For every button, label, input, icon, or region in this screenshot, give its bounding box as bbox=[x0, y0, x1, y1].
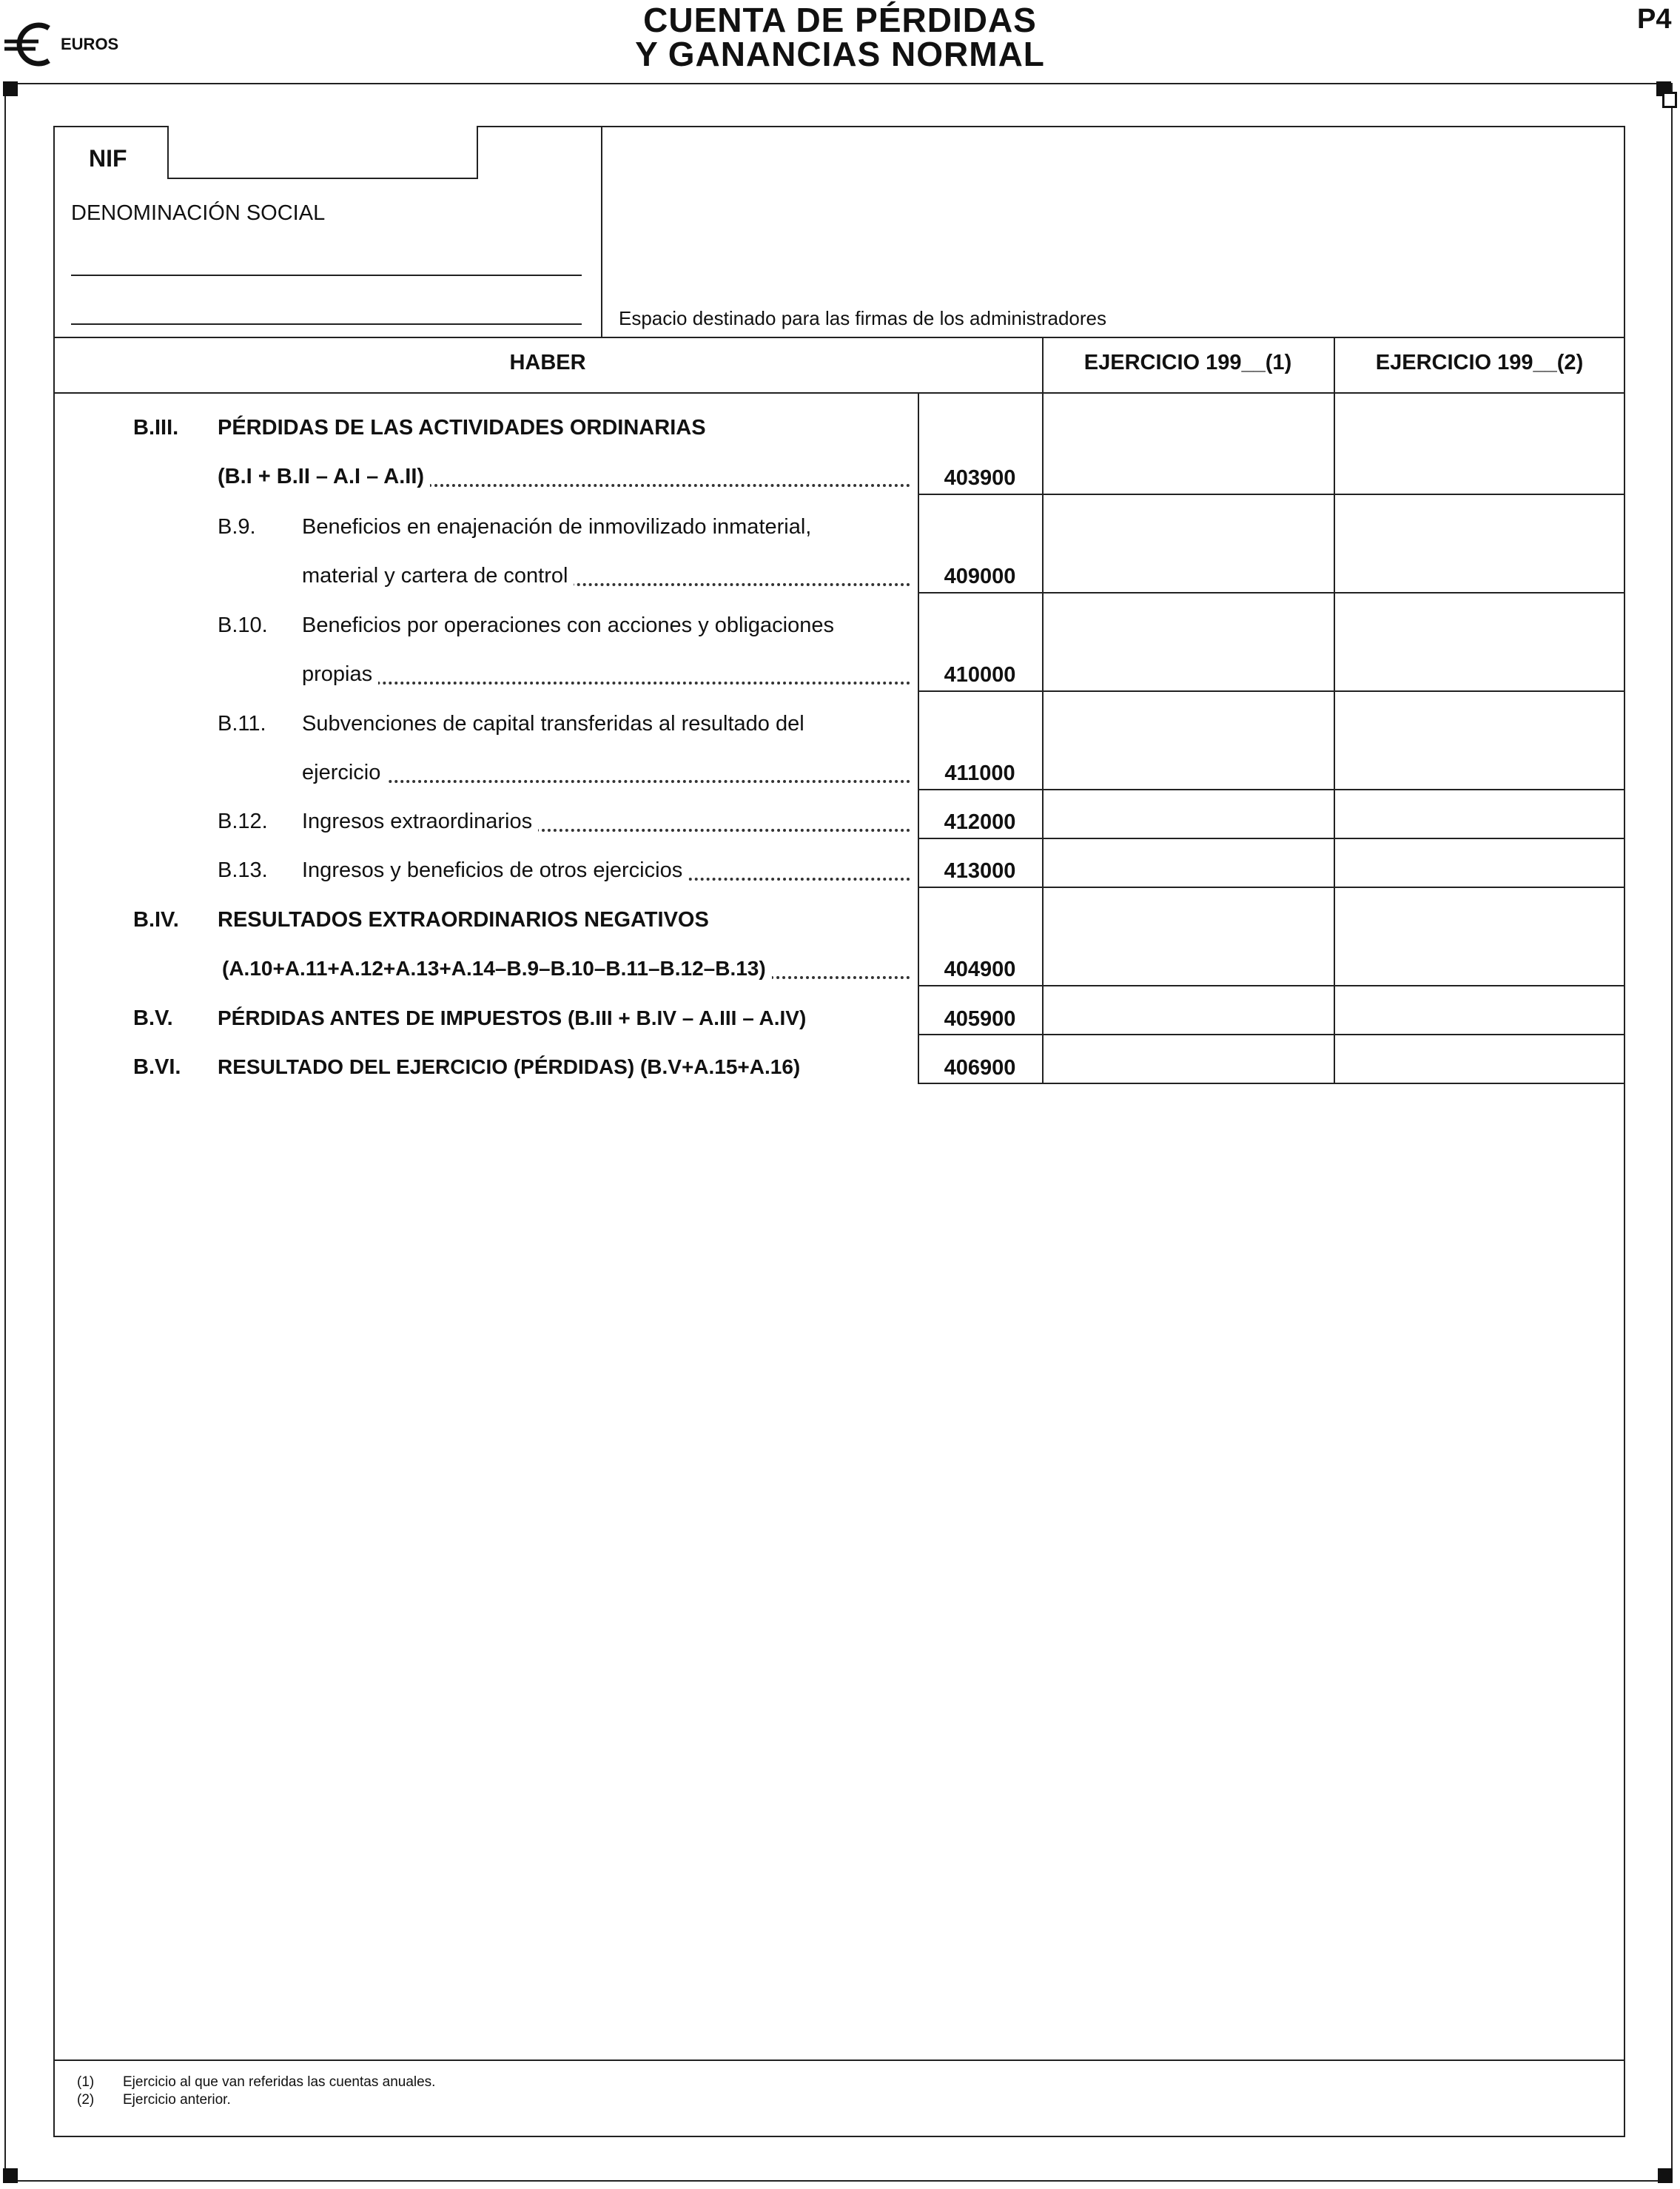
cell-406900-ejercicio-2[interactable] bbox=[1335, 1035, 1624, 1082]
row-number: B.VI. bbox=[133, 1055, 181, 1079]
row-label-line1: RESULTADO DEL EJERCICIO (PÉRDIDAS) (B.V+A.15+A.16) bbox=[218, 1055, 801, 1078]
row-number: B.11. bbox=[218, 712, 266, 736]
row-label-line1: Beneficios en enajenación de inmovilizado inmaterial, bbox=[302, 515, 812, 539]
page-title-line1: CUENTA DE PÉRDIDAS bbox=[643, 1, 1037, 39]
denominacion-field-line1[interactable] bbox=[71, 275, 582, 276]
row-label-line2: (B.I + B.II – A.I – A.II) bbox=[218, 465, 430, 488]
cell-409000-ejercicio-2[interactable] bbox=[1335, 495, 1624, 591]
row-code: 410000 bbox=[944, 663, 1016, 687]
cell-405900-ejercicio-1[interactable] bbox=[1044, 986, 1332, 1033]
row-label-line1: PÉRDIDAS ANTES DE IMPUESTOS (B.III + B.IV – A.III – A.IV) bbox=[218, 1006, 807, 1029]
denominacion-label: DENOMINACIÓN SOCIAL bbox=[71, 201, 326, 225]
row-label-line2: ejercicio bbox=[302, 761, 386, 784]
signatures-label: Espacio destinado para las firmas de los administradores bbox=[619, 307, 1107, 329]
cell-413000-ejercicio-2[interactable] bbox=[1335, 839, 1624, 886]
row-code: 413000 bbox=[944, 859, 1016, 883]
row-code: 406900 bbox=[944, 1056, 1016, 1080]
footnotes-divider bbox=[53, 2059, 1625, 2061]
row-number: B.10. bbox=[218, 613, 268, 637]
row-number: B.9. bbox=[218, 515, 256, 539]
page-title-line2: Y GANANCIAS NORMAL bbox=[635, 35, 1045, 73]
row-label-line2: (A.10+A.11+A.12+A.13+A.14–B.9–B.10–B.11–B.12–B.13) bbox=[222, 957, 772, 981]
cell-406900-ejercicio-1[interactable] bbox=[1044, 1035, 1332, 1082]
currency-label: EUROS bbox=[61, 35, 119, 53]
code-col-left-line bbox=[918, 392, 919, 1083]
cell-413000-ejercicio-1[interactable] bbox=[1044, 839, 1332, 886]
row-label-line1: PÉRDIDAS DE LAS ACTIVIDADES ORDINARIAS bbox=[218, 416, 706, 440]
row-code: 411000 bbox=[944, 761, 1015, 785]
page-title bbox=[518, 3, 1162, 71]
footnote-mark: (1) bbox=[77, 2074, 95, 2090]
cell-410000-ejercicio-2[interactable] bbox=[1335, 594, 1624, 690]
row-number: B.V. bbox=[133, 1006, 173, 1030]
cell-404900-ejercicio-2[interactable] bbox=[1335, 888, 1624, 984]
row-label-line2: propias bbox=[302, 662, 378, 686]
header-ejercicio-1: EJERCICIO 199__(1) bbox=[1083, 351, 1292, 374]
row-code: 405900 bbox=[944, 1007, 1016, 1031]
row-code: 412000 bbox=[944, 810, 1016, 834]
row-number: B.13. bbox=[218, 858, 268, 882]
row-number: B.IV. bbox=[133, 908, 179, 932]
cell-412000-ejercicio-2[interactable] bbox=[1335, 790, 1624, 837]
row-label-line2: material y cartera de control bbox=[302, 564, 574, 588]
leader-dots bbox=[306, 682, 910, 685]
cell-411000-ejercicio-2[interactable] bbox=[1335, 692, 1624, 788]
footnotes bbox=[77, 2074, 435, 2109]
registration-mark-bottom-left bbox=[3, 2168, 18, 2183]
signatures-area[interactable] bbox=[602, 127, 1624, 336]
footnote-text: Ejercicio anterior. bbox=[123, 2092, 231, 2108]
cell-411000-ejercicio-1[interactable] bbox=[1044, 692, 1332, 788]
id-bottom-line bbox=[53, 337, 1625, 338]
row-code: 403900 bbox=[944, 466, 1016, 490]
footnote-2 bbox=[77, 2091, 435, 2109]
nif-label: NIF bbox=[89, 145, 127, 172]
cell-409000-ejercicio-1[interactable] bbox=[1044, 495, 1332, 591]
registration-mark-top-right-square bbox=[1662, 92, 1677, 108]
row-number: B.III. bbox=[133, 416, 179, 440]
euro-icon bbox=[4, 22, 55, 67]
registration-mark-top-left bbox=[3, 81, 18, 96]
footnote-text: Ejercicio al que van referidas las cuentas anuales. bbox=[123, 2074, 436, 2090]
footnote-1 bbox=[77, 2074, 435, 2091]
row-label-line1: Ingresos y beneficios de otros ejercicios bbox=[302, 858, 688, 882]
row-label-line1: Ingresos extraordinarios bbox=[302, 810, 538, 833]
nif-field[interactable] bbox=[167, 126, 478, 179]
cell-403900-ejercicio-1[interactable] bbox=[1044, 394, 1332, 493]
cell-410000-ejercicio-1[interactable] bbox=[1044, 594, 1332, 690]
row-code: 404900 bbox=[944, 958, 1016, 981]
row-label-line1: Beneficios por operaciones con acciones y obligaciones bbox=[302, 613, 834, 637]
registration-mark-bottom-right bbox=[1658, 2168, 1673, 2183]
cell-404900-ejercicio-1[interactable] bbox=[1044, 888, 1332, 984]
denominacion-field-line2[interactable] bbox=[71, 323, 582, 325]
cell-403900-ejercicio-2[interactable] bbox=[1335, 394, 1624, 493]
row-number: B.12. bbox=[218, 810, 268, 833]
row-code: 409000 bbox=[944, 565, 1016, 588]
page-code: P4 bbox=[1637, 4, 1672, 35]
row-sep bbox=[918, 1083, 1624, 1084]
cell-405900-ejercicio-2[interactable] bbox=[1335, 986, 1624, 1033]
header-haber: HABER bbox=[509, 351, 586, 374]
leader-dots bbox=[306, 780, 910, 783]
row-label-line1: RESULTADOS EXTRAORDINARIOS NEGATIVOS bbox=[218, 908, 709, 932]
footnote-mark: (2) bbox=[77, 2092, 95, 2108]
row-label-line1: Subvenciones de capital transferidas al resultado del bbox=[302, 712, 804, 736]
cell-412000-ejercicio-1[interactable] bbox=[1044, 790, 1332, 837]
header-ejercicio-2: EJERCICIO 199__(2) bbox=[1375, 351, 1584, 374]
